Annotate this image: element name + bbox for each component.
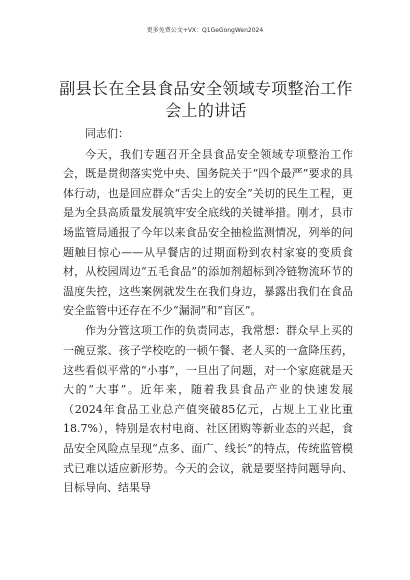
body-paragraph: 作为分管这项工作的负责同志，我常想：群众早上买的一碗豆浆、孩子学校吃的一顿午餐、老人买的一盒降压药，这些看似平常的“小事”，一旦出了问题，对一个家庭就是天大的“大事”。近年来，随着我县食品产业的快速发展（2024年食品工业总产值突破85亿元，占规上工业比重18.7%），特别是农村电商、社区团购等新业态的兴起，食品安全风险点呈现“点多、面广、线长”的特点，传统监管模式已难以适应新形势。今天的会议，就是要坚持问题导向、目标导向、结果导	[63, 324, 353, 495]
header-note: 更多免费公文+VX：Q1GeGongWen2024	[146, 27, 264, 34]
document-body	[63, 124, 353, 498]
salutation: 同志们：	[85, 127, 129, 140]
body-paragraph: 今天，我们专题召开全县食品安全领域专项整治工作会，既是贯彻落实党中央、国务院关于“四个最严”要求的具体行动，也是回应群众“舌尖上的安全”关切的民生工程，更是为全县高质量发展筑牢安全底线的关键举措。刚才，县市场监管局通报了今年以来食品安全抽检监测情况，列举的问题触目惊心——从早餐店的过期面粉到农村家宴的变质食材，从校园周边“五毛食品”的添加剂超标到冷链物流环节的温度失控，这些案例就发生在我们身边，暴露出我们在食品安全监管中还存在不少“漏洞”和“盲区”。	[63, 147, 353, 318]
document-title: 副县长在全县食品安全领域专项整治工作会上的讲话	[59, 79, 353, 120]
